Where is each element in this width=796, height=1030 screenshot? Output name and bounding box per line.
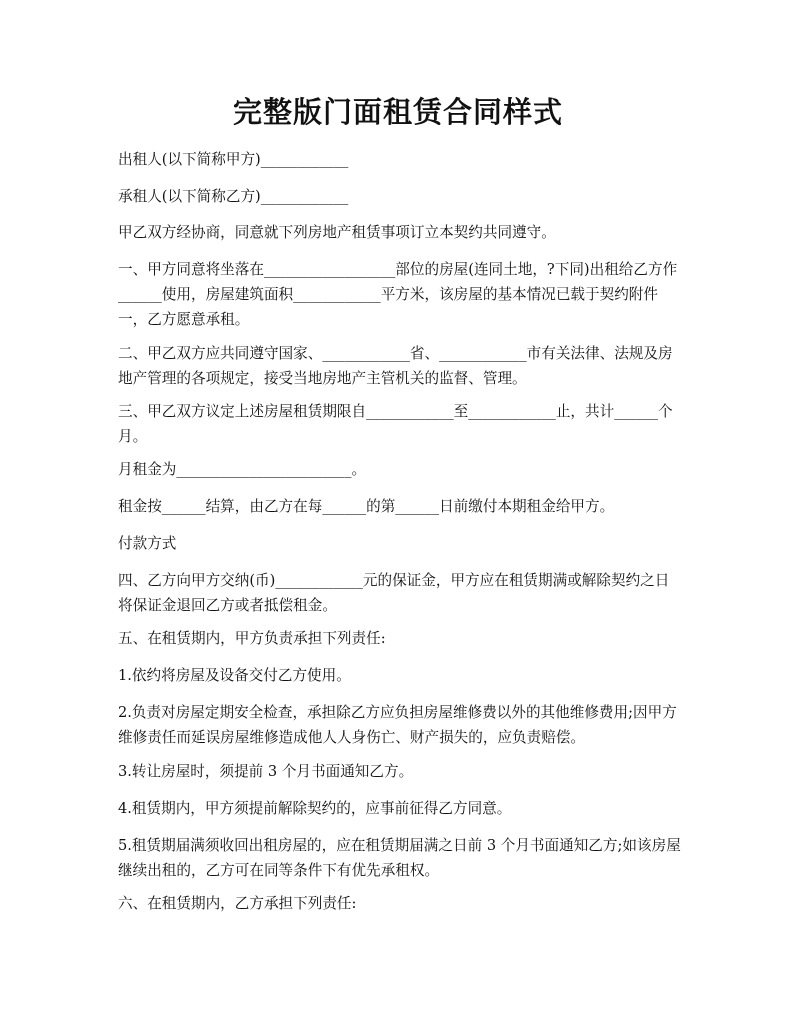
paragraph-clause-4: 四、乙方向甲方交纳(币)____________元的保证金，甲方应在租赁期满或解除契约之日将保证金退回乙方或者抵偿租金。: [118, 572, 670, 614]
paragraph-clause-1: 一、甲方同意将坐落在__________________部位的房屋(连同土地，?下同)出租给乙方作______使用，房屋建筑面积____________平方米，该房屋的基本情况已载于契约附件一，乙方愿意承租。: [118, 261, 678, 328]
paragraph-clause-5: 五、在租赁期内，甲方负责承担下列责任:: [118, 630, 386, 647]
paragraph-lessee: 承租人(以下简称乙方)____________: [118, 188, 349, 205]
paragraph-item-5: 5.租赁期届满须收回出租房屋的，应在租赁期届满之日前 3 个月书面通知乙方;如该房屋继续出租的，乙方可在同等条件下有优先承租权。: [118, 837, 681, 879]
paragraph-item-3: 3.转让房屋时，须提前 3 个月书面通知乙方。: [118, 763, 414, 780]
paragraph-rent-settlement: 租金按______结算，由乙方在每______的第______日前缴付本期租金给甲方。: [118, 498, 615, 515]
paragraph-item-1: 1.依约将房屋及设备交付乙方使用。: [118, 667, 351, 684]
paragraph-item-4: 4.租赁期内，甲方须提前解除契约的，应事前征得乙方同意。: [118, 800, 512, 817]
paragraph-item-2: 2.负责对房屋定期安全检查，承担除乙方应负担房屋维修费以外的其他维修费用;因甲方维修责任而延误房屋维修造成他人人身伤亡、财产损失的，应负责赔偿。: [118, 704, 677, 746]
paragraph-clause-3: 三、甲乙双方议定上述房屋租赁期限自____________至____________止，共计______个月。: [118, 403, 673, 445]
paragraph-monthly-rent: 月租金为________________________。: [118, 461, 367, 478]
paragraph-clause-2: 二、甲乙双方应共同遵守国家、____________省、____________市有关法律、法规及房地产管理的各项规定，接受当地房地产主管机关的监督、管理。: [118, 345, 673, 387]
paragraph-agreement-intro: 甲乙双方经协商，同意就下列房地产租赁事项订立本契约共同遵守。: [118, 224, 556, 241]
paragraph-clause-6: 六、在租赁期内，乙方承担下列责任:: [118, 895, 357, 912]
paragraph-lessor: 出租人(以下简称甲方)____________: [118, 151, 349, 168]
paragraph-payment-method: 付款方式: [118, 535, 177, 552]
document-title: 完整版门面租赁合同样式: [232, 95, 563, 129]
